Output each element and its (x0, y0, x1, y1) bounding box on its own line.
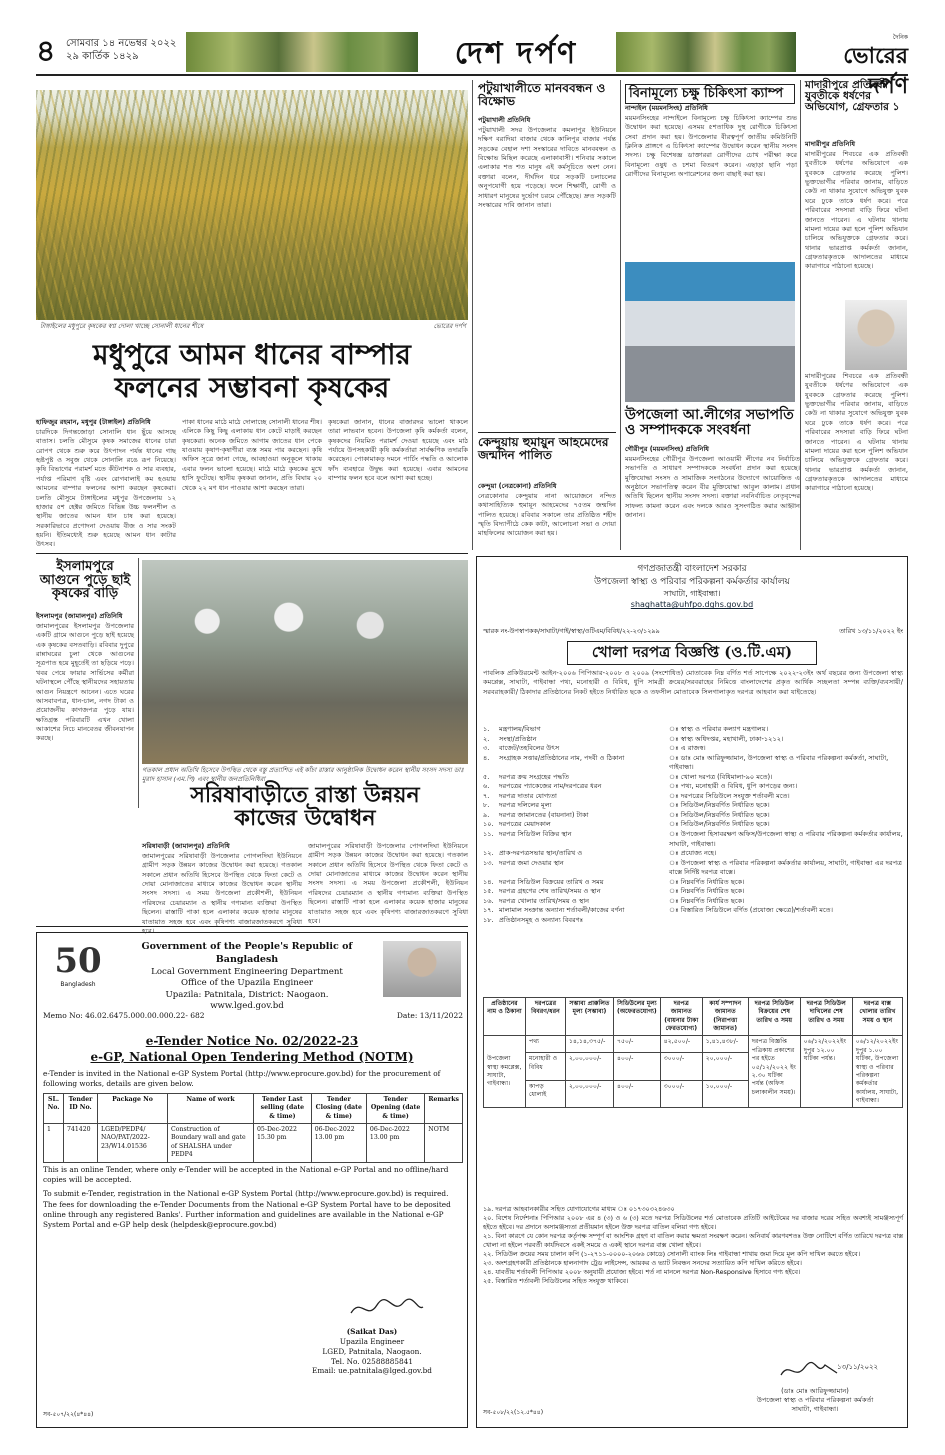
otm-place: সাঘাটা, গাইবান্ধা। (663, 589, 721, 599)
otm-intro: পাবলিক প্রকিউরমেন্ট আইন-২০০৬ পিপিআর-২০০৮ ও ২০০৯ (সংশোধিত) মোতাবেক নিম্ন বর্ণিত শর্ত সাপেক্ষে ২০২২-২৩ইং অর্থ বছরের জন্য উপজেলা স্বাস্থ্য কমপ্লেক্স, সাঘাটা, গাইবান্ধা পথ্য, মনোহারী ও বিবিধ, ধুপি সামগ্রী ক্রয়ের/সরবরাহের নিমিত্তে বাংলাদেশের প্রকৃত আর্থিক সচ্ছলতা সম্পন্ন ব্যক্তি/ব্যবসায়ী/সরবরাহকারী/ ঠিকাদার প্রতিষ্ঠানের নিকট হইতে নির্ধারিত ছকে ও তফসীল মোতাবেক সিলগালাকৃত দরপত্র আহবান করা যাইতেছে। (483, 669, 904, 696)
cell-closing: 06-Dec-2022 13.00 pm (311, 1124, 366, 1162)
row-value: ঃ স্বাস্থ্য ও পরিবার কল্যাণ মন্ত্রণালয়। (669, 725, 769, 733)
lead-byline: হাফিজুর রহমান, মধুপুর (টাঙ্গাইল) প্রতিনিধি (36, 418, 151, 426)
row-number: ৯. (483, 810, 490, 819)
list-item (483, 773, 903, 783)
row-value: ঃ পথ্য, মনোহারী ও বিবিধ, ধুপি কাপড়ের জন্য। (669, 782, 798, 791)
row-key: দরপত্র গ্রহণের শেষ তারিখ/সময় ও স্থান (499, 887, 601, 896)
table-row (484, 1036, 903, 1053)
th-remarks: Remarks (425, 1094, 463, 1124)
row-number: ৬. (483, 782, 490, 791)
item-est-0: ১৪,১৪,৩৭৫/- (566, 1036, 614, 1053)
lead-body-col-3: কৃষকেরা জানান, ধানের বাজারদর ভালো থাকলে তারা লাভবান হবেন। উপজেলা কৃষি কর্মকর্তা বলেন, কৃষকদের নিয়মিত পরামর্শ দেওয়া হয়েছে এবং মাঠ পর্যায়ে উপসহকারী কৃষি কর্মকর্তারা সার্বক্ষণিক তদারকি করেছেন। পোকামাকড় দমনে পার্চিং পদ্ধতি ও আলোক ফাঁদ ব্যবহারে উদ্বুদ্ধ করা হয়েছে। এবার আমনের বাম্পার ফলন হবে বলে আশা করা হচ্ছে। (328, 418, 468, 483)
lead-photo-credit: ভোরের দর্পণ (433, 322, 466, 330)
lged-date: Date: 13/11/2022 (396, 1011, 463, 1020)
lged-intro: e-Tender is invited in the National e-GP System Portal (http://www.eprocure.gov.bd) for the procurement of following works, details are given below. (43, 1069, 441, 1088)
office-cell: উপজেলা স্বাস্থ্য কমপ্লেক্স, সাঘাটা, গাইবান্ধা। (484, 1036, 526, 1108)
row-value: ঃ সিডিউল/নিম্নবর্ণিত নির্ধারিত ছকে। (669, 820, 770, 829)
eye-camp-headline: বিনামূল্যে চক্ষু চিকিৎসা ক্যাম্প (625, 84, 795, 104)
list-item: ২৪. যাবতীয় শর্তাবলী পিপিআর ২০০৮ অনুযায়ী প্রযোজ্য হইবে। শর্ত না মানলে দরপত্র Non-Responsive হিসাবে গণ্য হইবে। (483, 1267, 801, 1276)
row-number: ১৭. (483, 906, 494, 915)
list-item: ২৩. অংশগ্রহণকারী প্রতিষ্ঠানকে হালনাগাদ ট্রেড লাইসেন্স, আয়কর ও ভ্যাট নিবন্ধন সনদের সত্যায়িত কপি দাখিল করিতে হইবে। (483, 1258, 802, 1267)
list-item (483, 906, 903, 916)
patuakhali-byline: পটুয়াখালী প্রতিনিধি (478, 116, 531, 124)
table-row (44, 1124, 463, 1162)
sale-cell: দরপত্র বিজ্ঞপ্তি পত্রিকায় প্রকাশের পর হইতে ০৫/১২/২০২২ ইং ২.৩০ ঘটিকা পর্যন্ত (অফিস চলাকালীন সময়)। (748, 1036, 800, 1108)
lged-location: Upazila: Patnitala, District: Naogaon. (165, 989, 329, 1000)
sarishabari-body-2: জামালপুরের সরিষাবাড়ী উপজেলার পোগলদিঘা ইউনিয়নে গ্রামীণ সড়ক উন্নয়ন কাজের উদ্বোধন করা হয়েছে। গতকাল সকালে প্রধান অতিথি হিসেবে উপস্থিত থেকে ফিতা কেটে ও দোয়া মোনাজাতের মাধ্যমে কাজের উদ্বোধন করেন স্থানীয় সংসদ সদস্য। এ সময় উপজেলা প্রকৌশলী, ইউনিয়ন পরিষদের চেয়ারম্যান ও স্থানীয় গণ্যমান্য ব্যক্তিরা উপস্থিত ছিলেন। রাস্তাটি পাকা হলে এলাকার কয়েক হাজার মানুষের যাতায়াত সহজ হবে এবং কৃষিপণ্য বাজারজাতকরণে সুবিধা হবে। (308, 842, 468, 925)
otm-rows (483, 725, 903, 925)
list-item (483, 897, 903, 907)
lged-signer: (Saikat Das) (346, 1327, 398, 1336)
patuakhali-body: পটুয়াখালী সদর উপজেলার কমলাপুর ইউনিয়নে দক্ষিণ বরাদিয়া বাজার থেকে কালিপুর বাজার পর্যন্ত সড়কের বেহাল দশা সংস্কারের দাবিতে মানববন্ধন ও বিক্ষোভ মিছিল করেছে এলাকাবাসী। শনিবার সকালে এলাকার শত শত মানুষ এই কর্মসূচিতে অংশ নেন। বক্তারা বলেন, দীর্ঘদিন ধরে সড়কটি চলাচলের অনুপযোগী হয়ে পড়েছে। ফলে শিক্ষার্থী, রোগী ও সাধারণ মানুষের দুর্ভোগ চরমে পৌঁছেছে। দ্রুত সড়কটি সংস্কারের দাবি জানান তারা। (478, 126, 616, 209)
row-key: প্রতিষ্ঠানসমূহ ও অন্যান্য বিবরণঃ (499, 915, 584, 924)
lged-tender-table (43, 1093, 463, 1163)
row-key: মালামাল সংক্রান্ত অন্যান্য শর্তাবলী/কাজের বর্ণনা (499, 906, 625, 915)
lged-notes (43, 1165, 463, 1230)
row-value: ঃ সিডিউল/নিম্নবর্ণিত নির্ধারিত ছকে। (669, 801, 770, 810)
list-item: ১৯. দরপত্র আহবানকারীর সহিত যোগাযোগের মাধ্যম ঃ ০১৭৩০৩২৪৬৩০ (483, 1205, 675, 1213)
sarishabari-body-1: জামালপুরের সরিষাবাড়ী উপজেলার পোগলদিঘা ইউনিয়নে গ্রামীণ সড়ক উন্নয়ন কাজের উদ্বোধন করা হয়েছে। গতকাল সকালে প্রধান অতিথি হিসেবে উপস্থিত থেকে ফিতা কেটে ও দোয়া মোনাজাতের মাধ্যমে কাজের উদ্বোধন করেন স্থানীয় সংসদ সদস্য। এ সময় উপজেলা প্রকৌশলী, ইউনিয়ন পরিষদের চেয়ারম্যান ও স্থানীয় গণ্যমান্য ব্যক্তিরা উপস্থিত ছিলেন। রাস্তাটি পাকা হলে এলাকার কয়েক হাজার মানুষের যাতায়াত সহজ হবে এবং কৃষিপণ্য বাজারজাতকরণে সুবিধা হবে। (142, 852, 302, 935)
otm-header (477, 563, 907, 611)
date-line (66, 38, 186, 63)
row-key: বাজেট/তহবিলের উৎস (499, 744, 560, 753)
lged-signature-icon (347, 1293, 427, 1323)
item-perf-2: ১০,০০০/- (702, 1080, 748, 1108)
list-item (483, 878, 903, 888)
masthead-photo-strip-2 (616, 32, 796, 72)
islampur-body: জামালপুরের ইসলামপুর উপজেলার একটি গ্রামে আগুনে পুড়ে ছাই হয়েছে এক কৃষকের বসতবাড়ি। রবিবার দুপুরে রান্নাঘরের চুলা থেকে আগুনের সূত্রপাত হয়ে মুহূর্তেই তা ছড়িয়ে পড়ে। খবর পেয়ে ফায়ার সার্ভিসের কর্মীরা ঘটনাস্থলে পৌঁছে স্থানীয়দের সহায়তায় আগুন নিয়ন্ত্রণে আনেন। এতে ঘরের আসবাবপত্র, ধান-চাল, নগদ টাকা ও প্রয়োজনীয় কাগজপত্র পুড়ে যায়। ক্ষতিগ্রস্ত পরিবারটি এখন খোলা আকাশের নিচে মানবেতর জীবনযাপন করছে। (36, 622, 134, 743)
row-number: ১৩. (483, 858, 494, 867)
item-bid-1: ৩০০০/- (660, 1053, 702, 1080)
th-id: Tender ID No. (64, 1094, 98, 1124)
row-value: ঃ সিডিউল/নিম্নবর্ণিত নির্ধারিত ছকে। (669, 810, 770, 819)
gouripur-body: ময়মনসিংহের গৌরীপুর উপজেলা আওয়ামী লীগের নব নির্বাচিত সভাপতি ও সাধারণ সম্পাদককে সংবর্ধনা প্রদান করা হয়েছে। মুক্তিযোদ্ধা সংসদ ও সামাজিক সংগঠনের উদ্যোগে আয়োজিত এ অনুষ্ঠানে সভাপতিত্ব করেন বীর মুক্তিযোদ্ধা আবুল কালাম। প্রধান অতিথি ছিলেন স্থানীয় সংসদ সদস্য। বক্তারা নবনির্বাচিত নেতৃবৃন্দের সাফল্য কামনা করেন এবং দলকে আরও সুসংগঠিত করার আহ্বান জানান। (625, 455, 800, 520)
row-value: ঃ নিম্নবর্ণিত নির্ধারিত ছকে। (669, 896, 745, 905)
section-title: দেশ দর্পণ (454, 36, 578, 71)
sh-7: দরপত্র সিডিউল দাখিলের শেষ তারিখ ও সময় (800, 998, 852, 1036)
list-item (483, 792, 903, 802)
item-perf-1: ২০,০০০/- (702, 1053, 748, 1080)
sh-3: সিডিউলের মূল্য (অফেরতযোগ্য) (614, 998, 661, 1036)
row-value: ঃ নিম্নবর্ণিত নির্ধারিত ছকে। (669, 887, 745, 896)
item-fee-1: ৪০০/- (614, 1053, 661, 1080)
list-item (483, 820, 903, 830)
row-value: ঃ নিম্নবর্ণিত নির্ধারিত ছকে। (669, 877, 745, 886)
row-key: সংগ্রাহক সত্তার/প্রতিষ্ঠানের নাম, পদবী ও ঠিকানা (499, 753, 625, 762)
submit-cell: ০৬/১২/২০২২ইং দুপুর ১২.০০ ঘটিকা পর্যন্ত। (800, 1036, 852, 1108)
lged-signer-title: Upazila Engineer (339, 1336, 405, 1346)
date-bangla: ২৯ কার্তিক ১৪২৯ (66, 50, 139, 62)
item-fee-0: ৭৫০/- (614, 1036, 661, 1053)
islampur-byline: ইসলামপুর (জামালপুর) প্রতিনিধি (36, 612, 123, 620)
row-number: ৭. (483, 791, 490, 800)
item-bid-0: ৪২,৫০০/- (660, 1036, 702, 1053)
list-item (483, 849, 903, 859)
tender-table-header (44, 1094, 463, 1124)
row-number: ১৪. (483, 877, 494, 886)
item-name-2: কাপড় ধোলাই (526, 1080, 566, 1108)
lead-body-col-2: পাকা ধানের মাঠে মাঠে দোলাচ্ছে সোনালী ধানের শীষ। এলিকে কিছু কিছু এলাকায় ধান কেটে মাড়াই করছেন কৃষকেরা। অনেক জমিতে আগাম জাতের ধান পেকে যাওয়ায় কৃষাণ-কৃষাণীরা ব্যস্ত সময় পার করছেন। কৃষি অফিস সূত্রে জানা গেছে, আবহাওয়া অনুকূলে থাকায় এবার ফলন ভালো হয়েছে। মাঠে মাঠে কৃষকের মুখে হাসি ফুটেছে। স্থানীয় কৃষকরা জানান, প্রতি বিঘায় ২০ থেকে ২২ মণ ধান পাওয়ার আশা করছেন তারা। (182, 418, 322, 492)
bangladesh-label: Bangladesh (60, 981, 96, 988)
lead-headline-line-2: ফলনের সম্ভাবনা কৃষকের (114, 371, 390, 405)
list-item: ২০. বিশেষ নির্দেশনাঃ পিপিআর ২০০৮ এর ৪ (৩) ও ৬ (৩) মতে দরপত্র সিডিউলের শর্ত মোতাবেক প্রতিটি আইটেমের দর বাজার দরের সহিত অবশ্যই সামঞ্জস্যপূর্ণ হইতে হইবে। দর প্রদানে অসামঞ্জস্যতা প্রতীয়মান হইলে উক্ত দরপত্র বাতিল বলিয়া গণ্য হইবে। (483, 1213, 903, 1231)
list-item (483, 754, 903, 773)
lged-notice-title: e-Tender Notice No. 02/2022-23 (145, 1034, 359, 1048)
eye-camp-byline: নান্দাইল (ময়মনসিংহ) প্রতিনিধি (625, 104, 708, 112)
date-gregorian: সোমবার ১৪ নভেম্বর ২০২২ (66, 38, 177, 49)
row-key: দরপত্র সিডিউল বিক্রির স্থান (499, 830, 572, 839)
lead-headline (36, 340, 468, 403)
list-item: ২৫. বিস্তারিত শর্তাবলী সিডিউলের সহিত সংযুক্ত থাকিবে। (483, 1276, 629, 1285)
cell-work: Construction of Boundary wall and gate of SHALSHA under PEDP4 (168, 1124, 254, 1162)
lged-memo: Memo No: 46.02.6475.000.00.000.22- 682 (43, 1011, 205, 1020)
lead-photo-caption: টাঙ্গাইলের মধুপুরে কৃষকের স্বপ্ন দোলা খাচ্ছে সোনালী ধানের শীষে (40, 322, 204, 330)
row-number: ১১. (483, 830, 494, 839)
list-item (483, 916, 903, 926)
eye-camp-body: ময়মনসিংহের নান্দাইলে বিনামূল্যে চক্ষু চিকিৎসা ক্যাম্পের শুভ উদ্বোধন করা হয়েছে। এসময় ৫শতাধিক দুস্থ রোগীকে চিকিৎসা সেবা প্রদান করা হয়। উপজেলার বীরত্বপূর্ণ জাতীয় কমিউনিটি ক্লিনিক প্রাঙ্গণে এ চিকিৎসা ক্যাম্পের উদ্বোধন করেন স্থানীয় সংসদ সদস্য। চক্ষু বিশেষজ্ঞ ডাক্তাররা রোগীদের চোখ পরীক্ষা করে বিনামূল্যে ওষুধ ও চশমা বিতরণ করেন। এছাড়া ছানি পড়া রোগীদের বিনামূল্যে অপারেশনের জন্য বাছাই করা হয়। (625, 114, 797, 179)
otm-notes-list (483, 1205, 903, 1286)
lged-office: Office of the Upazila Engineer (180, 978, 314, 989)
otm-schedule-table (483, 997, 903, 1108)
kendua-byline: কেন্দুয়া (নেত্রকোনা) প্রতিনিধি (478, 482, 557, 490)
lead-body-col-1: চারদিকে দিগন্তজোড়া সোনালি ধান ছুঁয়ে আসছে বাতাস। চলতি মৌসুমে কৃষক সমাজের ধানের চারা রোপণ থেকে শুরু করে উৎপাদন পর্যন্ত ধানের গাছ হৃষ্টপুষ্ট ও সবুজ থেকে সোনালি রঙে রূপ নিয়েছে। কৃষি বিভাগের পরামর্শ মতে কীটনাশক ও সার ব্যবহার, পর্যাপ্ত পরিমাণ বৃষ্টি এবং রোগবালাই কম হওয়ায় আমনের বাম্পার ফলনের আশা করছেন কৃষকেরা। চলতি মৌসুমে টাঙ্গাইলের মধুপুর উপজেলায় ১২ হাজার ৫শ হেক্টর জমিতে বিভিন্ন উচ্চ ফলনশীল ও স্থানীয় জাতের আমন ধান চাষ করা হয়েছে। সরকারিভাবে প্রণোদনা দেওয়ায় বীজ ও সার সংকট হয়নি। ইতিমধ্যেই শুরু হয়েছে আমন ধান কাটার উৎসব। (36, 428, 176, 549)
cell-remarks: NOTM (425, 1124, 463, 1162)
brand-tag: দৈনিক (892, 34, 908, 41)
otm-email: shaghatta@uhfpo.dghs.gov.bd (630, 600, 754, 610)
row-number: ১২. (483, 849, 494, 858)
brand-name: ভোরের দর্পণ (843, 43, 908, 99)
th-work: Name of work (168, 1094, 254, 1124)
row-number: ২. (483, 734, 490, 743)
list-item: ২১. বিনা কারণে যে কোন দরপত্র কর্তৃপক্ষ সম্পূর্ণ বা আংশিক গ্রহণ বা বাতিল করার ক্ষমতা সংরক্ষণ করেন। অনিবার্য কারণবশতঃ উক্ত নোটিশে বর্ণিত তারিখে দরপত্র বাক্স খোলা না হইলে পরবর্তী কার্যদিবসে একই সময়ে ও একই স্থানে দরপত্র বাক্স খোলা হইবে। (483, 1231, 903, 1249)
lged-note-2: To submit e-Tender, registration in the National e-GP System Portal (http://www.eprocure.gov.bd) is required. (43, 1189, 449, 1199)
row-value: ঃ প্রযোজ্য নহে। (669, 849, 717, 858)
row-key: দরপত্র দাতার যোগ্যতা (499, 791, 557, 800)
item-est-1: ২,০০,০০০/- (566, 1053, 614, 1080)
row-number: ১০. (483, 820, 494, 829)
otm-notes (483, 1205, 903, 1286)
item-name-0: পথ্য (526, 1036, 566, 1053)
row-value (669, 916, 903, 926)
row-key: মন্ত্রণালয়/বিভাগ (499, 725, 541, 733)
th-sl: SL. No. (44, 1094, 64, 1124)
cell-sl: 1 (44, 1124, 64, 1162)
row-key: দরপত্র দলিলের মূল্য (499, 801, 552, 810)
row-number: ১৬. (483, 896, 494, 905)
madaripur-byline: মাদারীপুর প্রতিনিধি (805, 140, 856, 148)
row-number: ৮. (483, 801, 490, 810)
otm-office: উপজেলা স্বাস্থ্য ও পরিবার পরিকল্পনা কর্মকর্তার কার্যালয় (594, 576, 790, 587)
cell-selling: 05-Dec-2022 15.30 pm (254, 1124, 312, 1162)
inauguration-caption: গতকাল প্রধান অতিথি হিসেবে উপস্থিত থেকে বস্তু প্রত্যাশিত এই কাঁচা রাস্তার আনুষ্ঠানিক উদ্বোধন করেন স্থানীয় সংসদ সদস্য ডাঃ মুরাদ হাসান (এম.পি) এবং স্থানীয় জনপ্রতিনিধিরা (142, 766, 464, 783)
schedule-table (483, 997, 903, 1108)
madaripur-body-1: মাদারীপুরের শিবচরে এক প্রতিবন্ধী যুবতীকে ধর্ষণের অভিযোগে এক যুবককে গ্রেফতার করেছে পুলিশ। ভুক্তভোগীর পরিবার জানায়, বাড়িতে কেউ না থাকার সুযোগে অভিযুক্ত যুবক ঘরে ঢুকে তাকে ধর্ষণ করে। পরে পরিবারের সদস্যরা বাড়ি ফিরে ঘটনা জানতে পারেন। এ ঘটনায় থানায় মামলা দায়ের করা হলে পুলিশ অভিযান চালিয়ে অভিযুক্তকে গ্রেফতার করে। থানার ভারপ্রাপ্ত কর্মকর্তা জানান, গ্রেফতারকৃতকে আদালতের মাধ্যমে কারাগারে পাঠানো হয়েছে। (805, 150, 908, 271)
cell-opening: 06-Dec-2022 13.00 pm (366, 1124, 424, 1162)
row-value: ঃ উপজেলা স্বাস্থ্য ও পরিবার পরিকল্পনা কর্মকর্তার কার্যালয়, সাঘাটা, গাইবান্ধা এর দরপত্র বাক্সে নির্দিষ্ট দরপত্র বাক্সে। (669, 858, 902, 877)
sarishabari-headline (142, 784, 468, 830)
islampur-headline: ইসলামপুরে আগুনে পুড়ে ছাই কৃষকের বাড়ি (39, 559, 131, 602)
madaripur-body-2: মাদারীপুরের শিবচরে এক প্রতিবন্ধী যুবতীকে ধর্ষণের অভিযোগে এক যুবককে গ্রেফতার করেছে পুলিশ। ভুক্তভোগীর পরিবার জানায়, বাড়িতে কেউ না থাকার সুযোগে অভিযুক্ত যুবক ঘরে ঢুকে তাকে ধর্ষণ করে। পরে পরিবারের সদস্যরা বাড়ি ফিরে ঘটনা জানতে পারেন। এ ঘটনায় থানায় মামলা দায়ের করা হলে পুলিশ অভিযান চালিয়ে অভিযুক্তকে গ্রেফতার করে। থানার ভারপ্রাপ্ত কর্মকর্তা জানান, গ্রেফতারকৃতকে আদালতের মাধ্যমে কারাগারে পাঠানো হয়েছে। (805, 372, 908, 493)
masthead-photo-strip (186, 32, 418, 72)
sarishabari-headline-line-2: কাজের উদ্বোধন (234, 805, 376, 832)
lged-signer-office: LGED, Patnitala, Naogaon. (322, 1346, 422, 1356)
lged-method: e-GP, National Open Tendering Method (NOTM) (90, 1050, 414, 1064)
otm-title: খোলা দরপত্র বিজ্ঞপ্তি (ও.টি.এম) (567, 641, 817, 665)
row-value: ঃ দরপত্রের সিডিউলে সংযুক্ত শর্তাবলী মতে। (669, 791, 790, 800)
lged-email: Email: ue.patnitala@lged.gov.bd (312, 1366, 432, 1376)
row-key: দরপত্র জমা দেওয়ার স্থান (499, 858, 564, 867)
list-item (483, 859, 903, 878)
row-key: দরপত্র সিডিউল বিক্রয়ের তারিখ ও সময় (499, 877, 604, 886)
item-est-2: ২,০০,০০০/- (566, 1080, 614, 1108)
th-selling: Tender Last selling (date & time) (254, 1094, 312, 1124)
gouripur-byline: গৌরীপুর (ময়মনসিংহ) প্রতিনিধি (625, 445, 709, 453)
otm-date: তারিখ ১৩/১১/২০২২ ইং (839, 627, 903, 635)
lged-tel: Tel. No. 02588885841 (331, 1356, 413, 1366)
otm-sign-date: ১৩/১১/২০২২ (837, 1363, 879, 1371)
kendua-headline: কেন্দুয়ায় হুমায়ুন আহমেদের জন্মদিন পালিত (478, 435, 609, 462)
otm-memo: স্মারক নং-উপস্বাপকক/সাঘাটা/গাই/স্বাস্থ্য/ওটিএম/বিবিধ/২২-২৩/১২৯৯ (483, 627, 660, 635)
item-name-1: মনোহারী ও বিবিধ (526, 1053, 566, 1080)
rice-field-photo (36, 90, 468, 320)
row-key: দরপত্র খোলার তারিখ/সময় ও স্থান (499, 896, 590, 905)
otm-gov: গণপ্রজাতন্ত্রী বাংলাদেশ সরকার (637, 564, 747, 574)
sh-0: প্রতিষ্ঠানের নাম ও ঠিকানা (484, 998, 526, 1036)
years-badge: 50 (54, 941, 102, 981)
otm-signer-title: উপজেলা স্বাস্থ্য ও পরিবার পরিকল্পনা কর্মকর্তা (756, 1395, 874, 1404)
gouripur-headline: উপজেলা আ.লীগের সভাপতি ও সম্পাদককে সংবর্ধনা (625, 407, 794, 438)
th-package: Package No (98, 1094, 168, 1124)
list-item (483, 744, 903, 754)
lged-dept: Local Government Engineering Department (151, 966, 343, 977)
kendua-body: নেত্রকোনার কেন্দুয়ায় নানা আয়োজনে নন্দিত কথাসাহিত্যিক হুমায়ূন আহমেদের ৭৫তম জন্মদিন পালিত হয়েছে। রবিবার সকালে তার প্রতিষ্ঠিত শহীদ স্মৃতি বিদ্যাপীঠে কেক কাটা, আলোচনা সভা ও দোয়া মাহফিলের আয়োজন করা হয়। (478, 492, 616, 538)
row-key: দরপত্রের মেয়াদকাল (499, 820, 551, 829)
open-cell: ০৬/১২/২০২২ইং দুপুর ১.০০ ঘটিকা, উপজেলা স্বাস্থ্য ও পরিবার পরিকল্পনা কর্মকর্তার কার্যালয়, সাঘাটা, গাইবান্ধা। (852, 1036, 902, 1108)
madaripur-headline: মাদারীপুরে প্রতিবন্ধী যুবতীকে ধর্ষণের অভিযোগ, গ্রেফতার ১ (805, 79, 900, 114)
item-fee-2: ৪০০/- (614, 1080, 661, 1108)
lged-signer-block (287, 1327, 457, 1376)
lged-ref: সব-৫০৭/২২(৪*৪৪) (43, 1411, 94, 1418)
row-key: সংস্থা/প্রতিষ্ঠান (499, 734, 537, 743)
row-value: ঃ বিস্তারিত সিডিউলে বর্ণিত (প্রযোজ্য ক্ষেত্রে)/শর্তাবলী মতে। (669, 906, 833, 915)
bangladesh-50-logo (43, 941, 113, 997)
row-key: দরপত্র ক্রয় সংগ্রহের পদ্ধতি (499, 772, 570, 781)
victim-photo (845, 300, 907, 370)
th-opening: Tender Opening (date & time) (366, 1094, 424, 1124)
row-value: ঃ স্বাস্থ্য অধিদপ্তর, মহাখালী, ঢাকা-১২১২। (669, 734, 784, 743)
otm-ref: সব-৫০৮/২২(১২.৫*৪৪) (483, 1409, 544, 1416)
list-item (483, 725, 903, 735)
lead-headline-line-1: মধুপুরে আমন ধানের বাম্পার (93, 338, 411, 371)
th-closing: Tender Closing (date & time) (311, 1094, 366, 1124)
sh-1: দরপত্রের বিবরণ/ধরন (526, 998, 566, 1036)
item-perf-0: ১,৪১,৪৩৮/- (702, 1036, 748, 1053)
sh-8: দরপত্র বাক্স খোলার তারিখ সময় ও স্থান (852, 998, 902, 1036)
sarishabari-headline-line-1: সরিষাবাড়ীতে রাস্তা উন্নয়ন (190, 782, 420, 808)
inauguration-photo (142, 560, 468, 764)
row-key: দরপত্রের প্যাকেজের নাম/দরপত্রের ধরন (499, 782, 602, 791)
otm-rows-list (483, 725, 903, 925)
item-bid-2: ৩০০০/- (660, 1080, 702, 1108)
cell-id: 741420 (64, 1124, 98, 1162)
row-value: ঃ এ রাজস্ব। (669, 744, 706, 753)
lged-gov: Government of the People's Republic of Bangladesh (141, 941, 353, 965)
list-item (483, 801, 903, 811)
otm-signer: (ডাঃ মোঃ আরিফুজ্জামান) (781, 1387, 849, 1395)
lged-tender-notice (36, 932, 468, 1428)
list-item: ২২. সিডিউল ক্রয়ের সময় চালান কপি (১-২৭১১-০০০০-২০৬৬ কোডে) সোনালী ব্যাংক লিঃ গাইবান্ধা শাখায় জমা দিয়ে মূল কপি দাখিল করতে হইবে। (483, 1249, 861, 1258)
sh-2: সম্ভাব্য প্রাক্কলিত মূল্য (সম্ভাব্য) (566, 998, 614, 1036)
row-number: ১৫. (483, 887, 494, 896)
row-key: দরপত্র জামানতের (বায়নানা) টাকা (499, 810, 589, 819)
list-item (483, 735, 903, 745)
row-value: ঃ খোলা দরপত্র (বিধিমালা-৯০ মতে)। (669, 772, 773, 781)
row-number: ৩. (483, 744, 490, 753)
sh-4: দরপত্র জামানত (বায়নার টাকা ফেরতযোগ্য) (660, 998, 702, 1036)
row-number: ১. (483, 725, 490, 733)
row-value: ঃ ডাঃ মোঃ আরিফুজ্জামান, উপজেলা স্বাস্থ্য ও পরিবার পরিকল্পনা কর্মকর্তা, সাঘাটা, গাইবান্ধা। (669, 753, 889, 772)
row-key: প্রাক-দরপত্রসভার স্থান/তারিখ ও (499, 849, 583, 858)
mujib-portrait (383, 941, 461, 997)
sh-6: দরপত্র সিডিউল বিক্রয়ের শেষ তারিখ ও সময় (748, 998, 800, 1036)
list-item (483, 782, 903, 792)
schedule-header (484, 998, 903, 1036)
otm-signer-place: সাঘাটা, গাইবান্ধা। (791, 1404, 839, 1413)
row-number: ১৮. (483, 915, 494, 924)
sh-5: কার্য সম্পাদন জামানত (নিরাপত্তা জামানত) (702, 998, 748, 1036)
lged-note-1: This is an online Tender, where only e-Tender will be accepted in the National e-GP Portal and no offline/hard copies will be accepted. (43, 1165, 449, 1185)
lged-note-3: The fees for downloading the e-Tender Documents from the National e-GP System Portal have to be deposited online through any registered Banks'. Further information and guidelines are available in the National e-GP System Portal and e-GP help desk (helpdesk@eprocure.gov.bd) (43, 1199, 451, 1230)
list-item (483, 830, 903, 849)
otm-signer-block (727, 1387, 903, 1414)
lged-web: www.lged.gov.bd (210, 1001, 284, 1012)
row-value: ঃ উপজেলা হিসাবরক্ষণ অফিস/উপজেলা স্বাস্থ্য ও পরিবার পরিকল্পনা কর্মকর্তার কার্যালয়, সাঘাটা, গাইবান্ধা। (669, 830, 903, 848)
otm-tender-notice (476, 556, 908, 1428)
row-number: ৫. (483, 772, 490, 781)
meeting-photo (625, 262, 795, 402)
tender-table (43, 1093, 463, 1163)
sarishabari-byline: সরিষাবাড়ী (জামালপুর) প্রতিনিধি (142, 842, 230, 850)
lged-header (117, 941, 377, 1013)
patuakhali-headline: পটুয়াখালীতে মানববন্ধন ও বিক্ষোভ (478, 81, 606, 108)
row-number: ৪. (483, 753, 490, 762)
list-item (483, 887, 903, 897)
cell-package: LGED/PEDP4/ NAO/PAT/2022-23/W14.01536 (98, 1124, 168, 1162)
page-number: ৪ (36, 34, 56, 69)
